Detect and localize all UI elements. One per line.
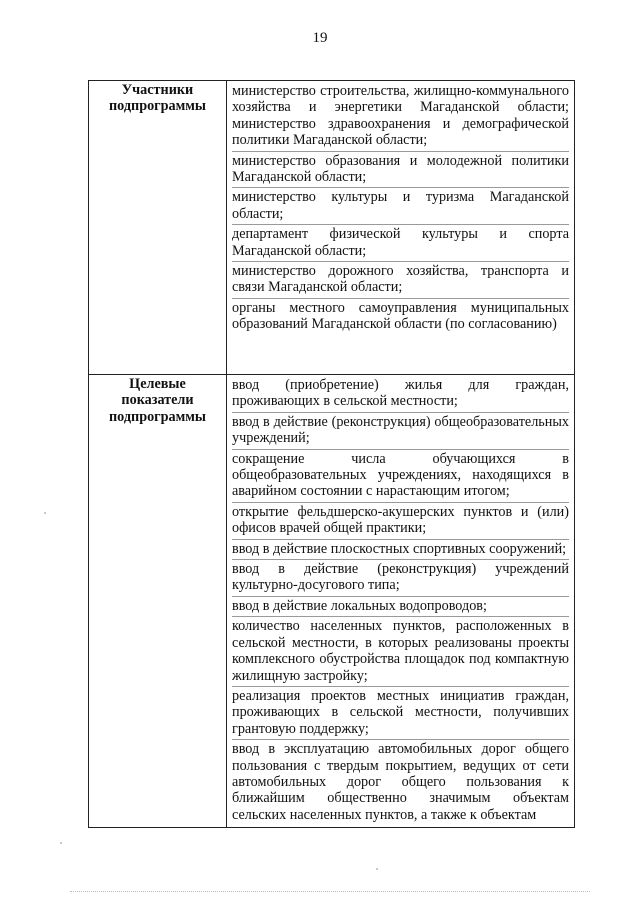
list-item: ввод в действие (реконструкция) общеобразовательных учреждений; <box>232 412 569 449</box>
list-item: министерство дорожного хозяйства, транспорта и связи Магаданской области; <box>232 261 569 298</box>
list-item: открытие фельдшерско-акушерских пунктов и (или) офисов врачей общей практики; <box>232 502 569 539</box>
list-item: органы местного самоуправления муниципальных образований Магаданской области (по согласованию) <box>232 298 569 335</box>
scan-speck <box>376 868 378 870</box>
table-row-indicators <box>89 375 575 828</box>
list-item: ввод в эксплуатацию автомобильных дорог общего пользования с твердым покрытием, ведущих от сети автомобильных дорог общего пользования к ближайшим общественно значимым объектам сельских населенных пунктов, а также к объектам <box>232 739 569 825</box>
list-item: ввод (приобретение) жилья для граждан, проживающих в сельской местности; <box>232 377 569 410</box>
list-item: министерство строительства, жилищно-коммунального хозяйства и энергетики Магаданской области; министерство здравоохранения и демографической политики Магаданской области; <box>232 83 569 149</box>
list-item: количество населенных пунктов, расположенных в сельской местности, в которых реализованы проекты комплексного обустройства площадок под компактную жилищную застройку; <box>232 616 569 686</box>
list-item: ввод в действие плоскостных спортивных сооружений; <box>232 539 569 559</box>
participants-content <box>227 81 575 375</box>
list-item: министерство образования и молодежной политики Магаданской области; <box>232 151 569 188</box>
list-item: сокращение числа обучающихся в общеобразовательных учреждениях, находящихся в аварийном состоянии с нарастающим итогом; <box>232 449 569 502</box>
list-item: ввод в действие локальных водопроводов; <box>232 596 569 616</box>
table-row-participants <box>89 81 575 375</box>
participants-label: Участники подпрограммы <box>89 81 227 375</box>
scan-speck <box>60 842 62 844</box>
indicators-content <box>227 375 575 828</box>
subprogram-passport-table <box>88 80 575 828</box>
list-item: ввод в действие (реконструкция) учреждений культурно-досугового типа; <box>232 559 569 596</box>
scan-edge-dots <box>70 891 590 892</box>
indicators-label: Целевые показатели подпрограммы <box>89 375 227 828</box>
list-item: департамент физической культуры и спорта Магаданской области; <box>232 224 569 261</box>
list-item: министерство культуры и туризма Магаданской области; <box>232 187 569 224</box>
page-number: 19 <box>312 30 328 46</box>
scan-speck <box>44 512 46 514</box>
list-item: реализация проектов местных инициатив граждан, проживающих в сельской местности, получивших грантовую поддержку; <box>232 686 569 739</box>
